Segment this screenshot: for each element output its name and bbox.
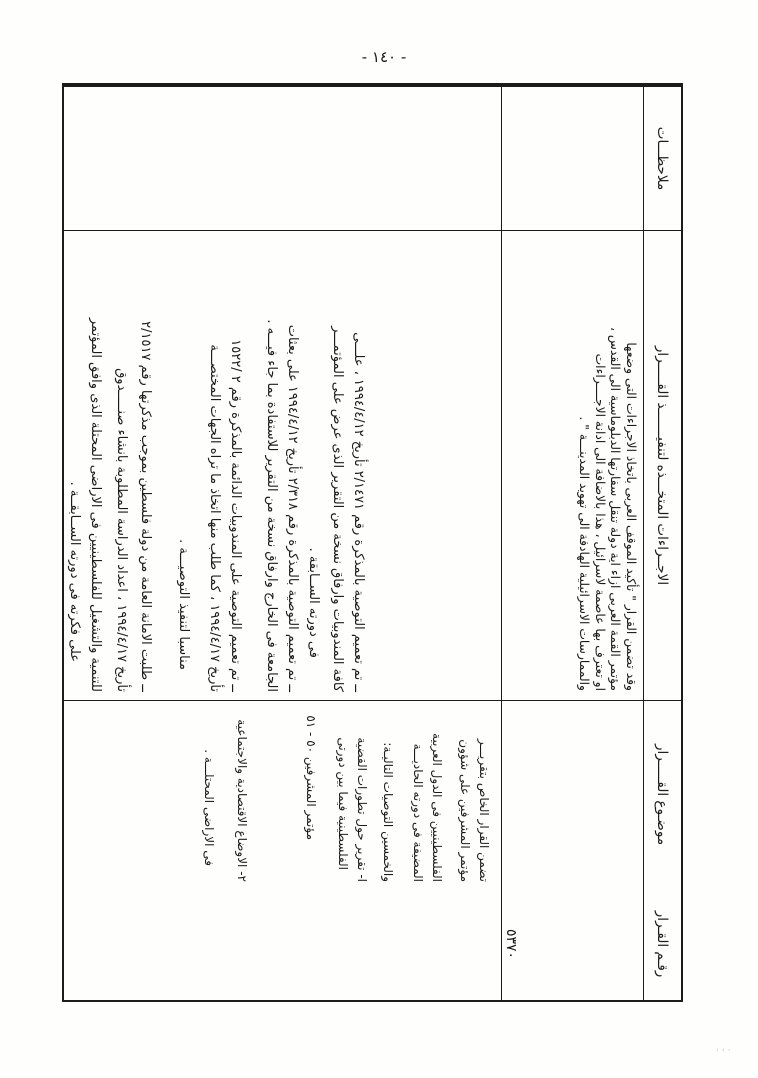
- text-line: ٢- الاوضاع الاقتصادية والاجتماعية: [235, 719, 249, 882]
- text-line: مؤتمر المشرفين على شؤون: [458, 739, 472, 882]
- table-row-decision: [64, 86, 501, 1000]
- table-header-row: [643, 86, 681, 1000]
- text-line: مؤتمر المشرفين ٥٠ - ٥١: [304, 715, 318, 840]
- text-line: كافة المندوبيات وارفاق نسخة من التقرير الذى عرض على المؤتمـــر: [330, 326, 345, 692]
- text-line: ا- تقرير حول تطورات القضية: [355, 737, 369, 882]
- text-line: للتنمية والتشغيل للفلسطينيين فى الاراضى المحتلة الذى وافق المؤتمر: [88, 317, 103, 692]
- rotated-table-container: [62, 83, 683, 1002]
- text-line: تضمن القرار الخاص بتقريـــر: [477, 738, 491, 882]
- cell-subject: [64, 700, 501, 888]
- cell-procedures-continuation: [502, 230, 643, 700]
- cell-decision-number: ٥٣٧٠: [503, 928, 519, 960]
- scan-speckle: ···: [716, 1046, 734, 1056]
- text-line: المضيفة فى دورته الحاديـــة: [411, 743, 425, 882]
- text-line: ــ طلبت الامانة العامة من دولة فلسطين بموجب مذكرتها رقم ٢/١٥١٧: [138, 321, 153, 692]
- text-line: تأريخ ١٩٩٤/٤/١٧ ، اعداد الدراسة المطلوبة بانشاء صنـــــدوق: [114, 368, 129, 692]
- text-line: او تعترف بها عاصمة لاسرائيل ، هذا بالاضافة الى ادانة الاجــــراءات: [592, 353, 607, 691]
- cell-decision-number-empty: [64, 888, 501, 1000]
- text-line: مؤتمر القمة العربى ازاء اية دولة تنقل سفارتها الدبلوماسية الى القدس ،: [608, 327, 623, 691]
- decisions-table: [62, 83, 683, 1002]
- text-line: ــ تم تعميم التوصية على المندوبيات الدائمة بالمذكرة رقم ٢ /١٥٢٢: [228, 339, 243, 692]
- text-line: ــ تم تعميم التوصية بالمذكرة رقم ٢/١٤٧١ تأريخ ١٩٩٤/٤/١٢ ، علـــى: [351, 332, 366, 692]
- text-line: الفلسطينيين فى الدول العربية: [430, 733, 444, 882]
- text-line: الجامعة فى الخارج وارفاق نسخة من التقرير للاستفادة بما جاء فيـــه .: [264, 319, 279, 692]
- text-line: والخمسين التوصيات التاليـة:: [381, 742, 395, 882]
- page-number: - ١٤٠ -: [361, 48, 407, 66]
- header-procedures: الاجــراءات المتخـــذه لتنفيـــــــذ القـــــرار: [644, 230, 681, 700]
- cell-subject-empty: [502, 700, 643, 888]
- text-line: الفلسطينية فيما بين دورتى: [336, 737, 350, 870]
- header-notes: ملاحظـــات: [644, 86, 681, 230]
- text-line: مناسبا لتنفيذ التوصيـــة .: [176, 539, 191, 670]
- text-line: على فكرته فى دورته الســابقــة .: [67, 481, 82, 662]
- text-line: ــ تم تعميم التوصية بالمذكرة رقم ٢/٣١٨ تأريخ ١٩٩٤/٤/١٢ على بعثات: [285, 324, 300, 692]
- text-line: تأريخ ١٩٩٤/٤/١٧ ، كما طلب منها اتخاذ ما تراه الجهات المختصـــة: [207, 344, 222, 692]
- header-decision-number: رقـم القـرار: [654, 910, 671, 978]
- cell-notes-empty: [502, 86, 643, 230]
- text-line: والممارسات الاسرائيلية الهادفة الى تهويد المدينـــة " .: [577, 416, 592, 691]
- text-line: فى دورته الســابقة .: [306, 547, 321, 658]
- table-row-continuation: [501, 86, 643, 1000]
- text-line: وقد تضمن القرار " تأكيد الموقف العربى باتخاذ الاجراءات التى وضعها: [623, 342, 638, 691]
- header-subject: موضـوع القـــــرار: [644, 700, 681, 888]
- cell-notes-empty-2: [64, 86, 501, 230]
- text-line: فى الاراضى المحتلـــة .: [202, 749, 216, 866]
- cell-procedures: [64, 230, 501, 700]
